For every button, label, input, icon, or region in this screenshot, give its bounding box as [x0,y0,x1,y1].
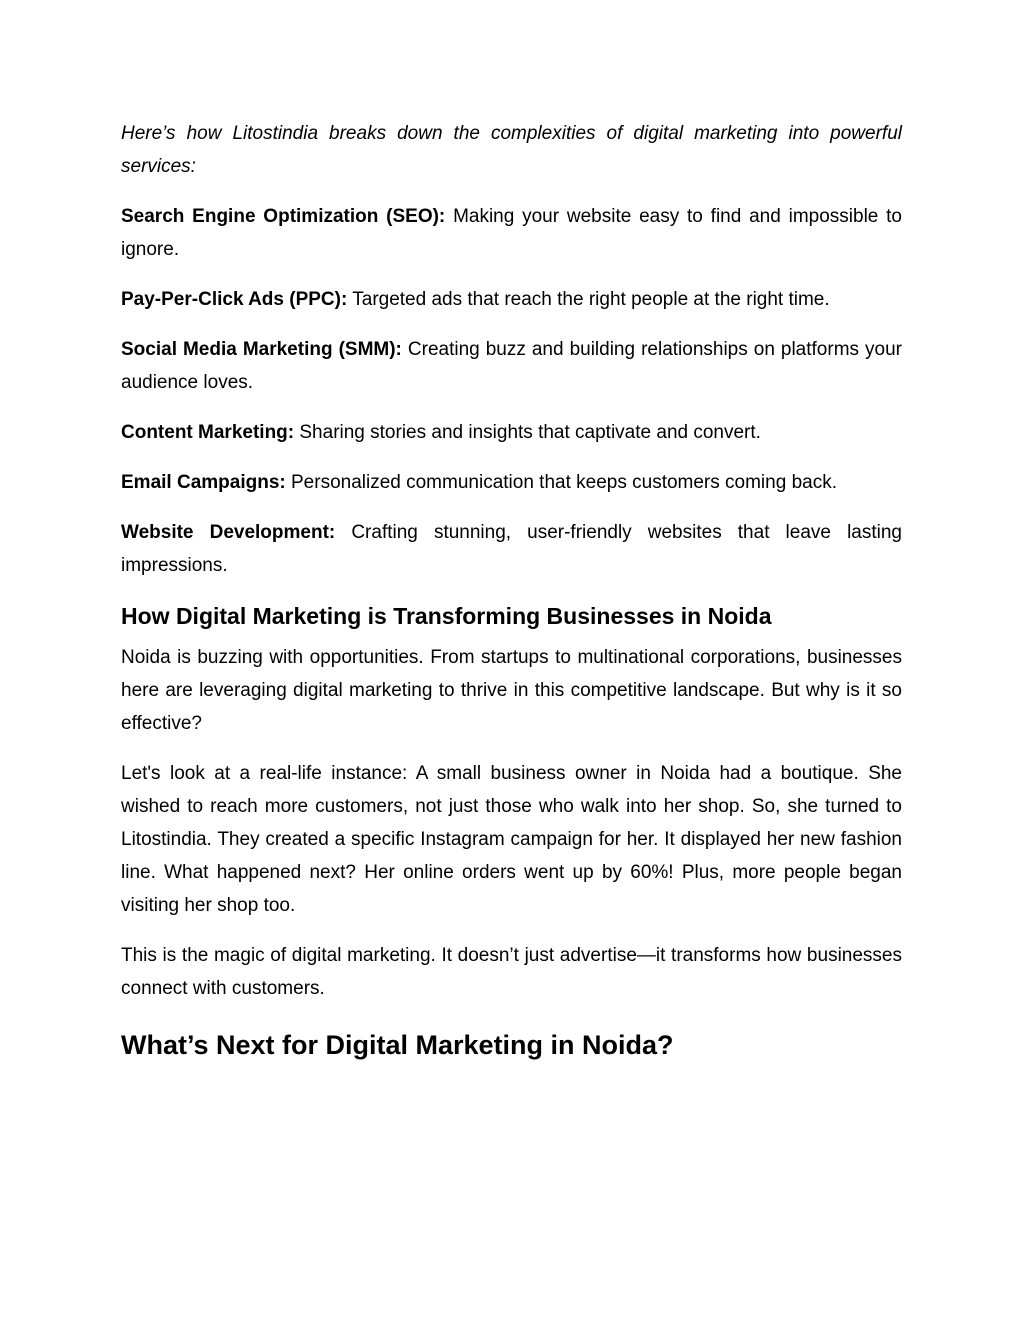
document-page [121,117,902,1064]
service-description: Making your website easy to find and impossible to ignore. [121,206,903,260]
section-heading: How Digital Marketing is Transforming Businesses in Noida [121,603,772,629]
service-description: Targeted ads that reach the right people at the right time. [347,289,830,310]
intro-paragraph: Here’s how Litostindia breaks down the complexities of digital marketing into powerful services: [121,123,902,177]
service-seo [121,200,902,266]
body-paragraph: This is the magic of digital marketing. It doesn’t just advertise—it transforms how businesses connect with customers. [121,945,902,999]
service-term: Pay-Per-Click Ads (PPC): [121,289,348,310]
body-paragraph: Let's look at a real-life instance: A small business owner in Noida had a boutique. She wished to reach more customers, not just those who walk into her shop. So, she turned to Litostindia. They created a specific Instagram campaign for her. It displayed her new fashion line. What happened next? Her online orders went up by 60%! Plus, more people began visiting her shop too. [121,763,902,916]
service-term: Website Development: [121,522,336,543]
service-smm [121,333,902,399]
service-term: Email Campaigns: [121,472,286,493]
service-term: Search Engine Optimization (SEO): [121,206,446,227]
service-description: Personalized communication that keeps customers coming back. [285,472,837,493]
service-term: Social Media Marketing (SMM): [121,339,402,360]
body-paragraph: Noida is buzzing with opportunities. From startups to multinational corporations, businesses here are leveraging digital marketing to thrive in this competitive landscape. But why is it so effective? [121,647,902,734]
service-term: Content Marketing: [121,422,295,443]
service-content-marketing [121,416,902,449]
service-description: Creating buzz and building relationships on platforms your audience loves. [121,339,902,393]
service-website-development [121,516,902,582]
service-email-campaigns [121,466,902,499]
service-description: Sharing stories and insights that captivate and convert. [294,422,761,443]
service-ppc [121,283,902,316]
service-description: Crafting stunning, user-friendly websites that leave lasting impressions. [121,522,902,576]
next-section-heading: What’s Next for Digital Marketing in Noida? [121,1030,674,1060]
